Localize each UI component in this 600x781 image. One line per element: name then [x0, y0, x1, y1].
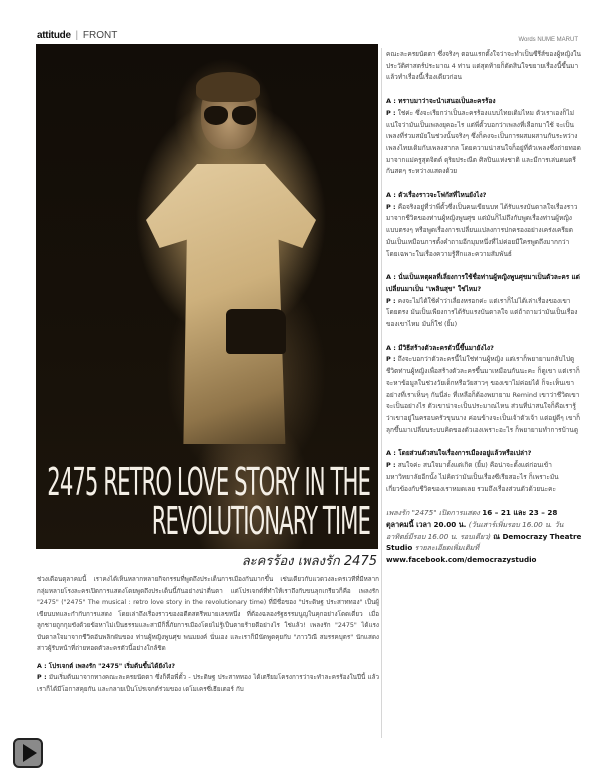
answer: สนใจค่ะ สนใจมาตั้งแต่เกิด (ยิ้ม) คือน่าจะตั้งแต่ก่อนเข้ามหาวิทยาลัยอีกนั้ง ไม่คิดว่ามันเป็นเรื่องซีเรียสอะไร ก็เพราะมันเกี่ยวข้องกับชีวิตของเราหมดเลย รวมถึงเรื่องส่วนตัวด้วยนะคะ: [386, 461, 559, 493]
photo-figure-dress: [146, 164, 316, 444]
section-brand: attitude: [37, 30, 71, 41]
qa-block: [386, 96, 582, 178]
qa-block: [386, 448, 582, 495]
hero-photo: [36, 44, 378, 549]
section-tag: [37, 30, 117, 41]
intro-paragraph: ช่วงเดือนตุลาคมนี้ เราคงได้เห็นหลากหลายกิจกรรมที่พูดถึงประเด็นการเมืองกันมากขึ้น เช่นเดียวกับแวดวงละครเวทีที่มีหลากกลุ่มหลายโรงละครเปิดการแสดงโดยพูดถึงประเด็นนี้กันอย่างน่าตื่นตา แต่โปรเจกต์ที่ทำให้เราถึงกับขนลุกเกรียวก็คือ เพลงรัก "2475" ("2475" The musical : retro love story in the revolutionary time) ที่มีชื่อของ "ประดิษฐ ประสาททอง" เป็นผู้เขียนบทและกำกับการแสดง โดยเล่าถึงเรื่องราวของอดีตสตรีหมายเลขหนึ่ง ที่ต้องฉลองรัฐธรรมนูญในคุกอย่างโดดเดี่ยว เมื่อลูกชายถูกกุมขังด้วยข้อหาไม่เป็นธรรมและสามีก็ลี้ภัยการเมืองโดยไม่รู้เป็นตายร้ายดีอย่างไร ใช่แล้ว! เพลงรัก "2475" ได้แรงบันดาลใจมาจากชีวิตอันพลิกผันของ ท่านผู้หญิงพูนศุข พนมยงค์ นั่นเอง และเราก็มีนัดพูดคุยกับ "ภาววิณี สมรรคบุตร" นักแสดงสาวผู้รับหน้าที่ถ่ายทอดตัวละครตัวนี้อย่างใกล้ชิด: [37, 576, 379, 652]
right-column: [386, 49, 582, 566]
event-info: [386, 507, 582, 566]
answer-label: P :: [386, 461, 396, 470]
photo-figure-hair: [196, 72, 260, 102]
headline: [36, 460, 370, 543]
answer-label: P :: [386, 108, 396, 117]
event-details-label: รายละเอียดเพิ่มเติมที่: [414, 543, 480, 553]
left-column: [37, 574, 379, 701]
play-button[interactable]: [13, 738, 43, 768]
event-venue: ณ Democrazy Theatre Studio: [386, 531, 582, 553]
play-icon: [23, 744, 37, 762]
byline: Words NUME MARUT: [518, 37, 578, 43]
section-name: FRONT: [82, 30, 118, 41]
question: A : นั่นเป็นเหตุผลที่เลี่ยงการใช้ชื่อท่านผู้หญิงพูนศุขมาเป็นตัวละคร แต่เปลี่ยนมาเป็น "เพลินสุข" ใช่ไหม?: [386, 273, 580, 293]
question: A : ตัวเรื่องราวจะโฟกัสที่ไหนยังไง?: [386, 191, 487, 200]
answer: คงจะไม่ได้ใช้คำว่าเลี่ยงหรอกค่ะ แต่เราก็ไม่ได้เล่าเรื่องของเขาโดยตรง มันเป็นเพียงการได้รับแรงบันดาลใจ แต่ถ้าถามว่ามันเป็นเรื่องของเขาไหม มันก็ใช่ (ยิ้ม): [386, 296, 578, 329]
answer-label: P :: [386, 202, 396, 211]
column-divider: [381, 48, 382, 738]
answer-1: มันเริ่มต้นมาจากทางคณะละครยนัดตา ซึ่งก็คือพี่ตั้ว - ประดิษฐ ประสาททอง ได้เตรียมโครงการว่าจะทำละครร้องในปีนี้ แล้วเราก็ได้มีโอกาสคุยกัน และกลายเป็นโปรเจกต์ร่วมของ เดโมเครซี่เธียเตอร์ กับ: [37, 674, 379, 693]
qa-block: [386, 272, 582, 331]
answer: ใช่ค่ะ ซึ่งจะเรียกว่าเป็นละครร้องแบบไทยเดิมไหม ตัวเราเองก็ไม่แน่ใจว่ามันเป็นเพลงยุคอะไร แต่พี่ตั้วบอกว่าเพลงที่เลือกมาใช้ จะเป็นเพลงที่ร่วมสมัยในช่วงนั้นจริงๆ ซึ่งก็คงจะเป็นการผสมผสานกันระหว่างเพลงไทยเดิมกับเพลงสากล โดยความน่าสนใจก็อยู่ที่ตัวเพลงซึ่งถ่ายทอดมาจากแม่ครูสุดจิตต์ ดุริยประณีต ศิลปินแห่งชาติ และมีการเล่นดนตรีกันสดๆ ระหว่างแสดงด้วย: [386, 108, 581, 176]
answer-label: P :: [386, 296, 396, 305]
qa-block: [386, 343, 582, 437]
headline-line-1: 2475 RETRO LOVE STORY IN THE: [47, 460, 370, 504]
event-extra-shows: (วันเสาร์เพิ่มรอบ 16.00 น. วันอาทิตย์มีรอบ 16.00 น. รอบเดียว): [386, 519, 564, 541]
qa-block: [386, 190, 582, 260]
photo-handbag: [226, 309, 286, 354]
section-separator: |: [75, 30, 79, 41]
event-time: ตุลาคมนี้ เวลา 20.00 น.: [386, 519, 467, 529]
question: A : มีวิธีสร้างตัวละครตัวนี้ขึ้นมายังไง?: [386, 343, 494, 352]
answer: ถึงจะบอกว่าตัวละครนี้ไม่ใช่ท่านผู้หญิง แต่เราก็พยายามกลับไปดูชีวิตท่านผู้หญิงเพื่อสร้างตัวละครขึ้นมาเหมือนกันนะคะ ก็ดูเขา แต่เราก็จะหาข้อมูลในช่วงวัยเด็กหรือวัยสาวๆ ของเขาไม่ค่อยได้ ก็จะเห็นเขาอย่างที่เราเห็นๆ กันนี่ล่ะ ที่เหลือก็ต้องพยายาม Remind เขาว่าชีวิตเขาจะเป็นอย่างไร ตัวเขาน่าจะเป็นประมาณไหน ส่วนที่น่าสนใจก็คือเรารู้ว่าเขาอยู่ในครอบครัวขุนนาง ค่อนข้างจะเป็นเจ้าตัวเจ้า แต่อยู่ดีๆ เขาก็ลุกขึ้นมาเปลี่ยนระบบคิดของตัวเองเพราะอะไร ก็พยายามทำการบ้านดู: [386, 355, 581, 434]
question-1: A : โปรเจกต์ เพลงรัก "2475" เริ่มต้นขึ้นได้ยังไง?: [37, 662, 175, 670]
subtitle: ละครร้อง เพลงรัก 2475: [241, 554, 377, 569]
question: A : โดยส่วนตัวสนใจเรื่องการเมืองอยู่แล้วหรือเปล่า?: [386, 449, 532, 458]
photo-sunglasses: [204, 106, 256, 126]
answer-label: P :: [386, 355, 396, 364]
event-dates: 16 – 21 และ 23 – 28: [482, 508, 558, 518]
answer: คือจริงอยู่ที่ว่าพี่ตั้วซึ่งเป็นคนเขียนบท ได้รับแรงบันดาลใจเรื่องราวมาจากชีวิตของท่านผู้หญิงพูนศุข แต่มันก็ไม่ถึงกับพูดเรื่องท่านผู้หญิงแบบตรงๆ หรือพูดเรื่องการเปลี่ยนแปลงการปกครองอย่างเคร่งเครียด มันเป็นเหมือนการตั้งคำถามอีกมุมหนึ่งที่ไม่ค่อยมีใครพูดถึงมากกว่า โดยเฉพาะในเรื่องความรู้สึกและความสัมพันธ์: [386, 202, 578, 258]
headline-line-2: REVOLUTIONARY TIME: [151, 499, 370, 543]
question: A : ทราบมาว่าจะนำเสนอเป็นละครร้อง: [386, 97, 496, 106]
event-title: เพลงรัก "2475" เปิดการแสดง: [386, 508, 480, 518]
answer-label: P :: [37, 674, 47, 681]
answer-1-continued: คณะละครยนัดตา ซึ่งจริงๆ ตอนแรกตั้งใจว่าจะทำเป็นซีรีส์ของผู้หญิงในประวัติศาสตร์ประมาณ 4 ท่าน แต่สุดท้ายก็ตัดสินใจขยายเรื่องนี้ขึ้นมาแล้วทำเรื่องนี้เรื่องเดียวก่อน: [386, 50, 581, 82]
event-url[interactable]: www.facebook.com/democrazystudio: [386, 555, 537, 565]
